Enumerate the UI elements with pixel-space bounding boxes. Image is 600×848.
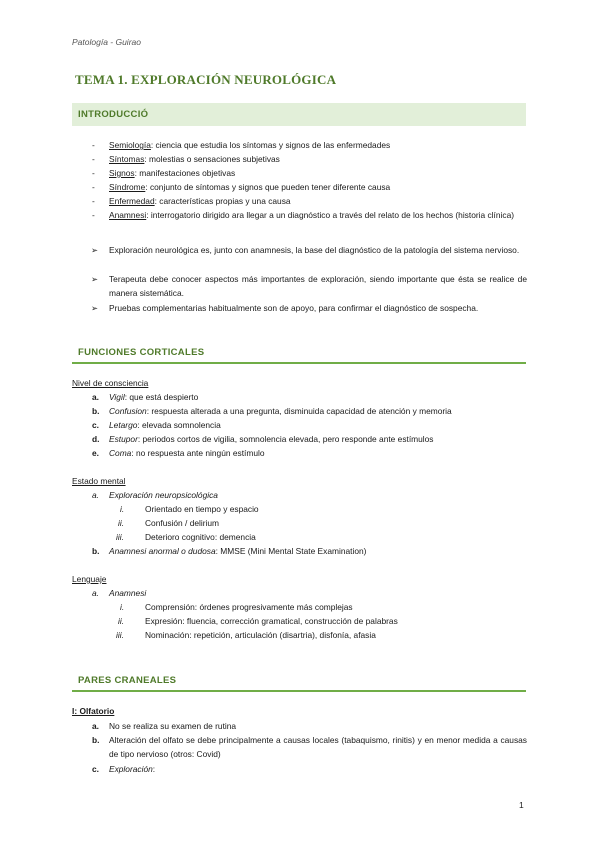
- document-header: Patología - Guirao: [72, 37, 141, 47]
- list-letter: a.: [92, 392, 99, 402]
- arrow-bullet-icon: ➢: [91, 274, 99, 284]
- page-number: 1: [519, 800, 524, 810]
- consciousness-subheading: Nivel de consciencia: [72, 378, 149, 388]
- definition-item: Anamnesi: interrogatorio dirigido ara llegar a un diagnóstico a través del relato de los hechos (historia clínica): [109, 210, 515, 220]
- definition-item: Semiología: ciencia que estudia los síntomas y signos de las enfermedades: [109, 140, 391, 150]
- cortical-rule: [72, 362, 526, 364]
- list-letter: e.: [92, 448, 99, 458]
- arrow-item: Exploración neurológica es, junto con anamnesis, la base del diagnóstico de la patología del sistema nervioso.: [109, 245, 520, 255]
- arrow-item: Pruebas complementarias habitualmente son de apoyo, para confirmar el diagnóstico de sospecha.: [109, 303, 479, 313]
- cortical-heading: FUNCIONES CORTICALES: [78, 347, 205, 358]
- definition-item: Signos: manifestaciones objetivas: [109, 168, 236, 178]
- language-subheading: Lenguaje: [72, 574, 107, 584]
- list-item: Letargo: elevada somnolencia: [109, 420, 221, 430]
- arrow-item: Terapeuta debe conocer aspectos más importantes de exploración, siendo importante que ésta se realice de manera sistemática.: [109, 274, 527, 298]
- olfactory-subheading: I: Olfatorio: [72, 706, 115, 716]
- list-item: Anamnesi: [109, 588, 147, 598]
- list-letter: a.: [92, 490, 99, 500]
- roman-numeral: iii.: [116, 532, 124, 542]
- list-item: Coma: no respuesta ante ningún estímulo: [109, 448, 265, 458]
- list-item: Confusion: respuesta alterada a una pregunta, disminuida capacidad de atención y memoria: [109, 406, 452, 416]
- roman-numeral: i.: [120, 504, 125, 514]
- arrow-bullet-icon: ➢: [91, 245, 99, 255]
- roman-numeral: ii.: [118, 616, 125, 626]
- dash-bullet: -: [92, 154, 95, 164]
- list-item: Anamnesi anormal o dudosa: MMSE (Mini Mental State Examination): [109, 546, 367, 556]
- list-letter: b.: [92, 735, 100, 745]
- mental-state-subheading: Estado mental: [72, 476, 126, 486]
- dash-bullet: -: [92, 182, 95, 192]
- cranial-heading: PARES CRANEALES: [78, 675, 177, 686]
- list-letter: b.: [92, 546, 100, 556]
- intro-heading: INTRODUCCIÓ: [78, 109, 149, 120]
- list-letter: a.: [92, 721, 99, 731]
- sub-list-item: Expresión: fluencia, corrección gramatical, construcción de palabras: [145, 616, 398, 626]
- sub-list-item: Nominación: repetición, articulación (disartria), disfonía, afasia: [145, 630, 376, 640]
- list-item: Vigil: que está despierto: [109, 392, 199, 402]
- dash-bullet: -: [92, 210, 95, 220]
- definition-item: Síndrome: conjunto de síntomas y signos que pueden tener diferente causa: [109, 182, 391, 192]
- list-letter: d.: [92, 434, 100, 444]
- dash-bullet: -: [92, 140, 95, 150]
- list-letter: b.: [92, 406, 100, 416]
- sub-list-item: Comprensión: órdenes progresivamente más complejas: [145, 602, 353, 612]
- sub-list-item: Confusión / delirium: [145, 518, 220, 528]
- dash-bullet: -: [92, 196, 95, 206]
- list-item: Alteración del olfato se debe principalmente a causas locales (tabaquismo, rinitis) y en menor medida a causas de tipo nervioso (otros: Covid): [109, 735, 527, 759]
- sub-list-item: Deterioro cognitivo: demencia: [145, 532, 256, 542]
- sub-list-item: Orientado en tiempo y espacio: [145, 504, 259, 514]
- roman-numeral: iii.: [116, 630, 124, 640]
- page-title: TEMA 1. EXPLORACIÓN NEUROLÓGICA: [75, 72, 337, 87]
- list-letter: a.: [92, 588, 99, 598]
- dash-bullet: -: [92, 168, 95, 178]
- list-item: Exploración neuropsicológica: [109, 490, 218, 500]
- list-letter: c.: [92, 764, 99, 774]
- list-item: No se realiza su examen de rutina: [109, 721, 237, 731]
- definition-item: Enfermedad: características propias y una causa: [109, 196, 291, 206]
- roman-numeral: i.: [120, 602, 125, 612]
- list-item: Exploración:: [109, 764, 156, 774]
- cranial-rule: [72, 690, 526, 692]
- arrow-bullet-icon: ➢: [91, 303, 99, 313]
- definition-item: Síntomas: molestias o sensaciones subjetivas: [109, 154, 280, 164]
- list-item: Estupor: periodos cortos de vigilia, somnolencia elevada, pero responde ante estímulos: [109, 434, 434, 444]
- list-letter: c.: [92, 420, 99, 430]
- roman-numeral: ii.: [118, 518, 125, 528]
